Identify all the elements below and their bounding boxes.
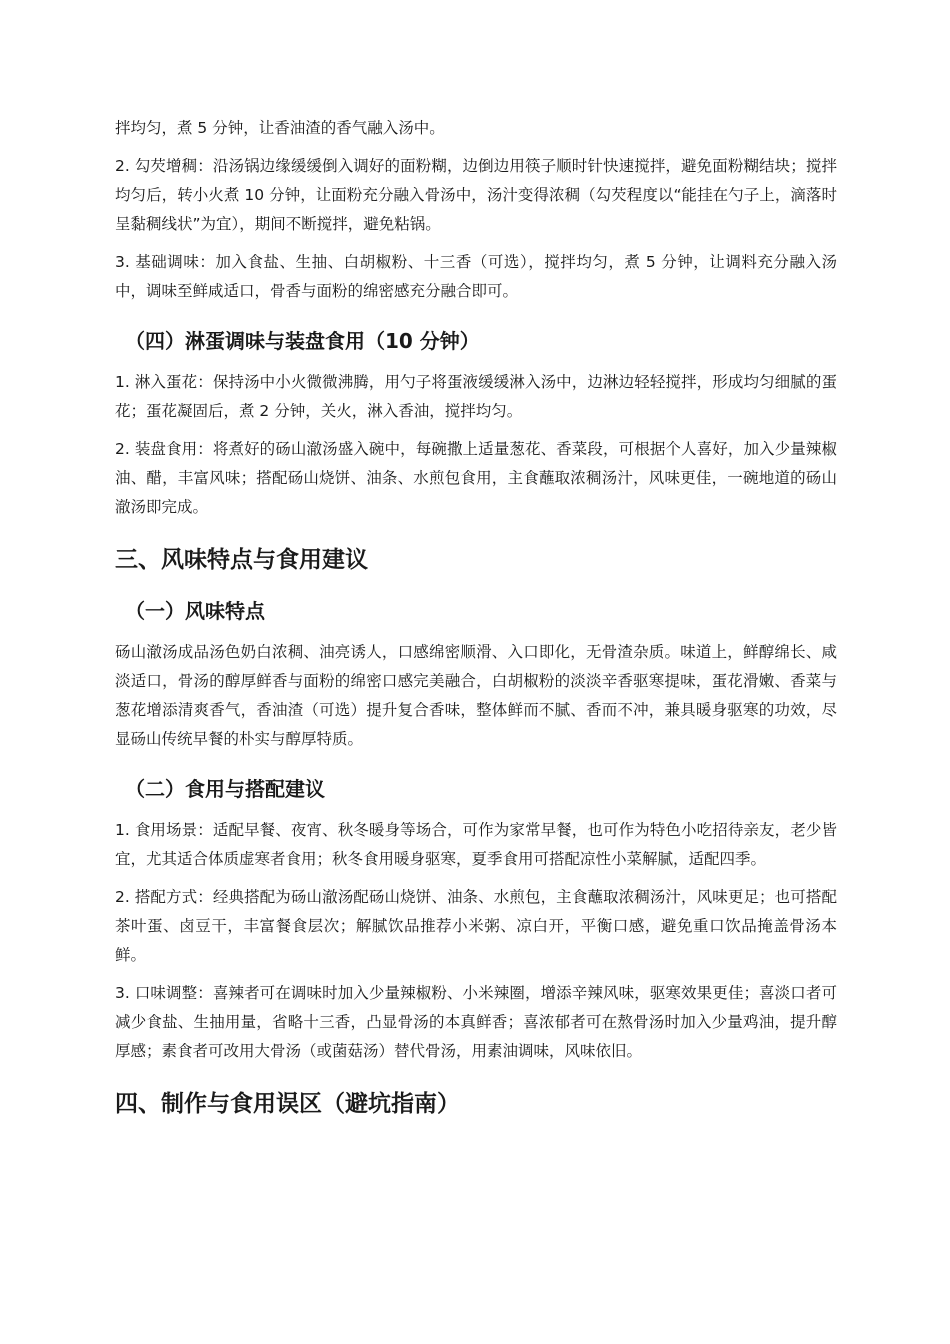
section-heading-pitfalls: 四、制作与食用误区（避坑指南） bbox=[115, 1091, 460, 1117]
paragraph-serve: 2. 装盘食用：将煮好的砀山澈汤盛入碗中，每碗撒上适量葱花、香菜段，可根据个人喜好，加入少量辣椒油、醋，丰富风味；搭配砀山烧饼、油条、水煎包食用，主食蘸取浓稠汤汁，风味更佳，一碗地道的砀山澈汤即完成。 bbox=[115, 440, 837, 516]
paragraph-flavor: 砀山澈汤成品汤色奶白浓稠、油亮诱人，口感绵密顺滑、入口即化，无骨渣杂质。味道上，鲜醇绵长、咸淡适口，骨汤的醇厚鲜香与面粉的绵密口感完美融合，白胡椒粉的淡淡辛香驱寒提味，蛋花滑嫩、香菜与葱花增添清爽香气，香油渣（可选）提升复合香味，整体鲜而不腻、香而不冲，兼具暖身驱寒的功效，尽显砀山传统早餐的朴实与醇厚特质。 bbox=[115, 643, 837, 748]
subheading-egg-and-serve: （四）淋蛋调味与装盘食用（10 分钟） bbox=[125, 329, 480, 353]
paragraph-taste-adjust: 3. 口味调整：喜辣者可在调味时加入少量辣椒粉、小米辣圈，增添辛辣风味，驱寒效果更佳；喜淡口者可减少食盐、生抽用量，省略十三香，凸显骨汤的本真鲜香；喜浓郁者可在熬骨汤时加入少量鸡油，提升醇厚感；素食者可改用大骨汤（或菌菇汤）替代骨汤，用素油调味，风味依旧。 bbox=[115, 984, 837, 1060]
paragraph-add-egg: 1. 淋入蛋花：保持汤中小火微微沸腾，用勺子将蛋液缓缓淋入汤中，边淋边轻轻搅拌，形成均匀细腻的蛋花；蛋花凝固后，煮 2 分钟，关火，淋入香油，搅拌均匀。 bbox=[115, 373, 837, 420]
paragraph-thicken: 2. 勾芡增稠：沿汤锅边缘缓缓倒入调好的面粉糊，边倒边用筷子顺时针快速搅拌，避免面粉糊结块；搅拌均匀后，转小火煮 10 分钟，让面粉充分融入骨汤中，汤汁变得浓稠（勾芡程度以“能挂在勺子上，滴落时呈黏稠线状”为宜），期间不断搅拌，避免粘锅。 bbox=[115, 157, 837, 233]
paragraph-pairing: 2. 搭配方式：经典搭配为砀山澈汤配砀山烧饼、油条、水煎包，主食蘸取浓稠汤汁，风味更足；也可搭配茶叶蛋、卤豆干，丰富餐食层次；解腻饮品推荐小米粥、凉白开，平衡口感，避免重口饮品掩盖骨汤本鲜。 bbox=[115, 888, 837, 964]
paragraph-occasions: 1. 食用场景：适配早餐、夜宵、秋冬暖身等场合，可作为家常早餐，也可作为特色小吃招待亲友，老少皆宜，尤其适合体质虚寒者食用；秋冬食用暖身驱寒，夏季食用可搭配凉性小菜解腻，适配四季。 bbox=[115, 821, 837, 868]
paragraph-base-seasoning: 3. 基础调味：加入食盐、生抽、白胡椒粉、十三香（可选），搅拌均匀，煮 5 分钟，让调料充分融入汤中，调味至鲜咸适口，骨香与面粉的绵密感充分融合即可。 bbox=[115, 253, 837, 300]
document-page bbox=[115, 114, 837, 1134]
section-heading-flavor-and-advice: 三、风味特点与食用建议 bbox=[115, 547, 368, 573]
paragraph-stir-oil-residue: 拌均匀，煮 5 分钟，让香油渣的香气融入汤中。 bbox=[115, 119, 445, 137]
subheading-flavor: （一）风味特点 bbox=[125, 599, 265, 623]
subheading-pairing: （二）食用与搭配建议 bbox=[125, 777, 325, 801]
